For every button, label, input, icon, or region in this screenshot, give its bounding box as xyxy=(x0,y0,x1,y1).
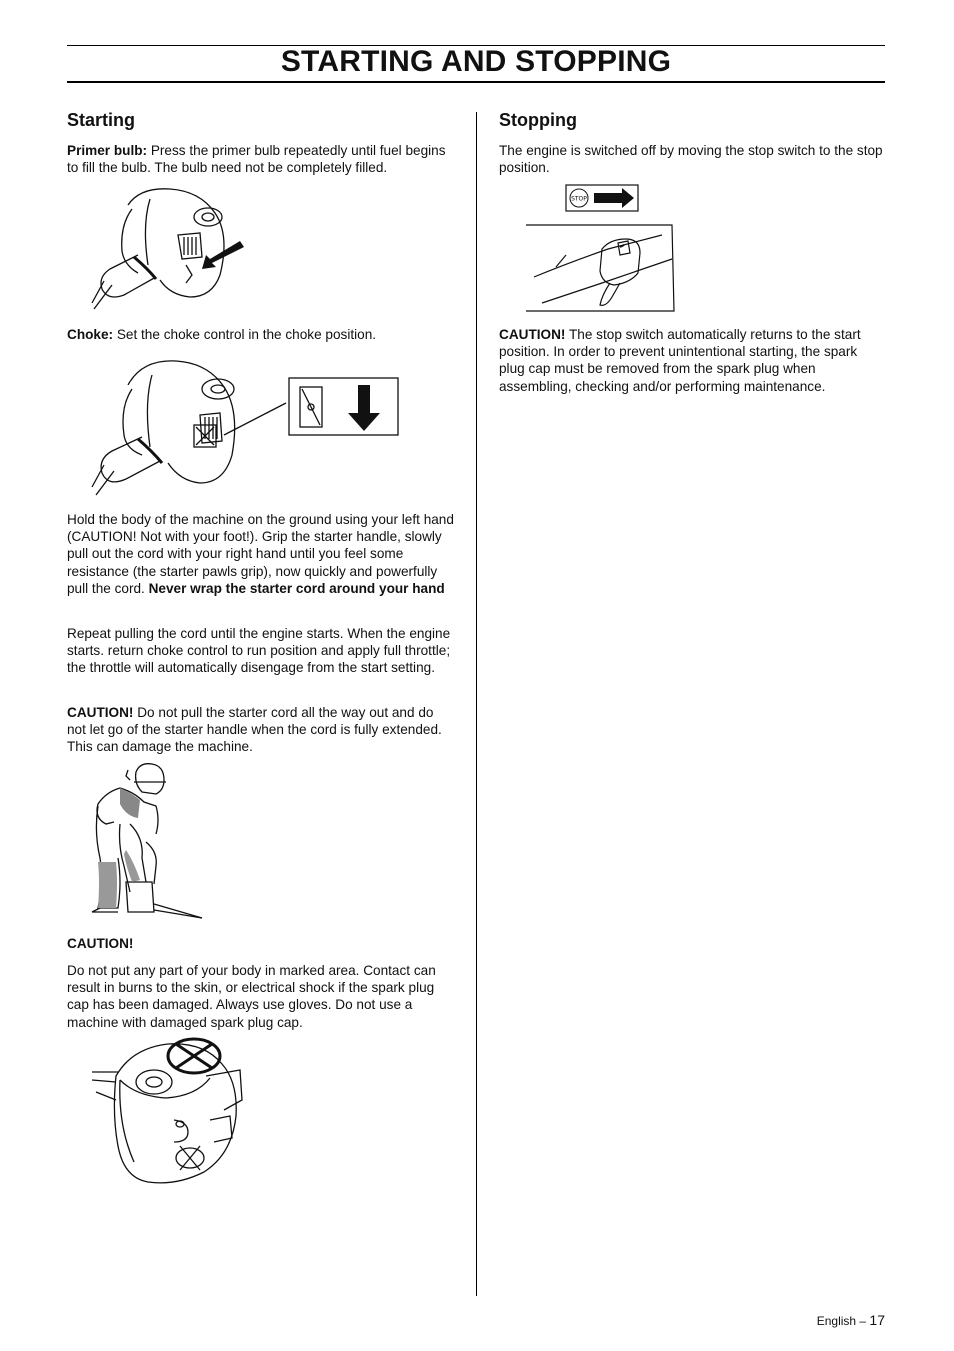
stopping-caution-paragraph xyxy=(499,326,885,395)
primer-bulb-illustration xyxy=(90,185,280,315)
header-bottom-rule xyxy=(67,81,885,83)
starting-heading: Starting xyxy=(67,110,136,130)
hold-text: Hold the body of the machine on the ground using your left hand (CAUTION! Not with your foot!). Grip the starter handle, slowly pull out the cord with your right hand until you feel some resistance (the starter pawls grip), now quickly and powerfully pull the cord. xyxy=(67,512,454,596)
page-number: 17 xyxy=(869,1312,885,1328)
operator-starting-illustration xyxy=(90,762,210,922)
stopping-caution-text: The stop switch automatically returns to the start position. In order to prevent unintentional starting, the spark plug cap must be removed from the spark plug when assembling, checking and/or performing maintenance. xyxy=(499,327,861,394)
stopping-caution-label: CAUTION! xyxy=(499,327,566,342)
hold-paragraph xyxy=(67,511,455,597)
choke-paragraph xyxy=(67,326,455,343)
primer-label: Primer bulb: xyxy=(67,143,148,158)
caution1-text: Do not pull the starter cord all the way out and do not let go of the starter handle when the cord is fully extended. This can damage the machine. xyxy=(67,705,442,755)
primer-paragraph xyxy=(67,142,455,176)
repeat-paragraph: Repeat pulling the cord until the engine starts. When the engine starts. return choke control to run position and apply full throttle; the throttle will automatically disengage from the start setting. xyxy=(67,626,451,676)
page-footer xyxy=(817,1312,885,1328)
hold-bold: Never wrap the starter cord around your hand xyxy=(148,580,445,596)
caution2-paragraph: Do not put any part of your body in marked area. Contact can result in burns to the skin, or electrical shock if the spark plug cap has been damaged. Always use gloves. Do not use a machine with damaged spark plug cap. xyxy=(67,963,436,1030)
choke-label: Choke: xyxy=(67,327,114,342)
spark-plug-illustration xyxy=(92,1036,252,1186)
primer-text: Press the primer bulb repeatedly until fuel begins to fill the bulb. The bulb need not be completely filled. xyxy=(67,143,446,176)
footer-language: English xyxy=(816,1314,857,1328)
choke-illustration xyxy=(90,355,400,500)
stop-switch-illustration xyxy=(522,183,682,313)
stopping-paragraph: The engine is switched off by moving the stop switch to the stop position. xyxy=(499,143,883,176)
caution2-label: CAUTION! xyxy=(67,936,134,951)
caution1-label: CAUTION! xyxy=(67,705,134,720)
caution1-paragraph xyxy=(67,704,455,756)
stop-sign-label: STOP xyxy=(571,195,587,203)
footer-separator: – xyxy=(856,1314,870,1328)
choke-text: Set the choke control in the choke position. xyxy=(113,327,377,342)
column-divider xyxy=(476,112,477,1296)
page-title: STARTING AND STOPPING xyxy=(280,45,672,78)
stopping-heading: Stopping xyxy=(499,110,577,130)
